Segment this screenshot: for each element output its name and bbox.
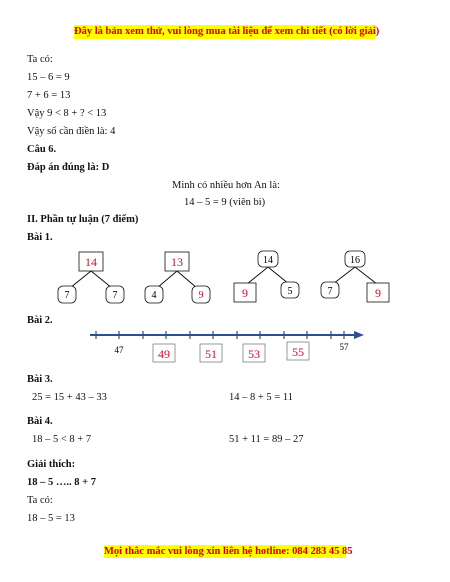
tree-3 — [234, 251, 299, 302]
question-title: Câu 6. — [27, 144, 57, 155]
number-line — [90, 331, 364, 362]
tree-top: 14 — [263, 255, 273, 266]
preview-banner: Đây là bản xem thử, vui lòng mua tài liệu để xem chi tiết (có lời giải) — [74, 26, 380, 37]
equation: 14 – 8 + 5 = 11 — [229, 392, 293, 403]
tree-left: 7 — [64, 290, 70, 301]
equation: 51 + 11 = 89 – 27 — [229, 434, 304, 445]
number-line-end: 57 — [339, 342, 349, 352]
text-line: 14 – 5 = 9 (viên bi) — [184, 197, 266, 208]
section-title: II. Phần tự luận (7 điểm) — [27, 214, 139, 225]
text-line: Ta có: — [27, 54, 53, 65]
text-line: 18 – 5 = 13 — [27, 513, 75, 524]
tree-2 — [145, 252, 210, 303]
tree-1 — [58, 252, 124, 303]
tree-4 — [321, 251, 389, 302]
tree-top: 13 — [171, 255, 183, 269]
tree-right: 9 — [375, 286, 381, 300]
text-line: Vậy số cần điền là: 4 — [27, 126, 116, 137]
tree-left: 4 — [151, 290, 157, 301]
tree-left: 9 — [242, 286, 248, 300]
hotline-footer: Mọi thắc mắc vui lòng xin liên hệ hotline: 084 283 45 85 — [104, 546, 353, 557]
tree-right: 9 — [198, 290, 204, 301]
tree-top: 14 — [85, 255, 97, 269]
exercise-title: Bài 4. — [27, 416, 53, 427]
number-line-answer: 55 — [292, 345, 304, 359]
text-line: Vậy 9 < 8 + ? < 13 — [27, 108, 107, 119]
exercise-title: Bài 3. — [27, 374, 53, 385]
explanation-expr: 18 – 5 ….. 8 + 7 — [27, 477, 96, 488]
exercise-title: Bài 1. — [27, 232, 53, 243]
text-line: 15 – 6 = 9 — [27, 72, 70, 83]
answer-line: Đáp án đúng là: D — [27, 162, 110, 173]
explanation-title: Giải thích: — [27, 459, 76, 470]
tree-top: 16 — [350, 255, 360, 266]
number-line-answer: 51 — [205, 347, 217, 361]
number-line-answer: 49 — [158, 347, 170, 361]
exercise-title: Bài 2. — [27, 315, 53, 326]
number-line-start: 47 — [114, 345, 124, 355]
text-line: Ta có: — [27, 495, 53, 506]
equation: 18 – 5 < 8 + 7 — [32, 434, 92, 445]
number-line-answer: 53 — [248, 347, 260, 361]
text-line: 7 + 6 = 13 — [27, 90, 71, 101]
tree-right: 5 — [287, 286, 293, 297]
text-line: Minh có nhiều hơn An là: — [172, 180, 280, 191]
equation: 25 = 15 + 43 – 33 — [32, 392, 107, 403]
tree-right: 7 — [112, 290, 118, 301]
tree-left: 7 — [327, 286, 333, 297]
